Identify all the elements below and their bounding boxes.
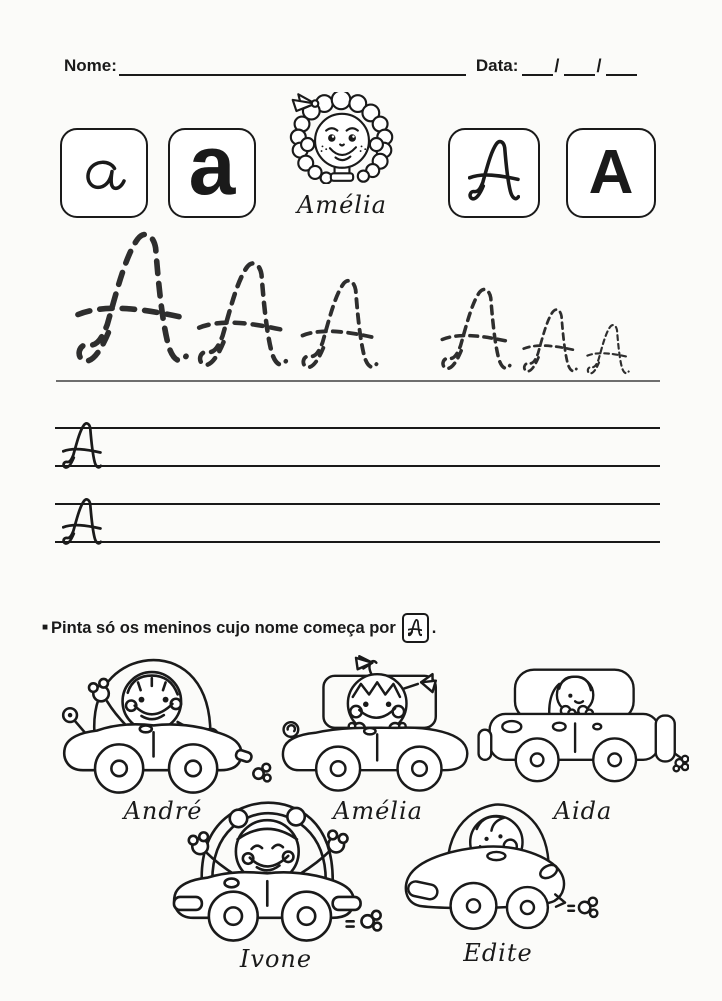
tracing-letters <box>0 221 722 382</box>
tracing-letter[interactable] <box>440 286 512 381</box>
line-prompt-letter <box>62 421 102 475</box>
mascot-caption: Amélia <box>297 191 387 219</box>
tracing-letter[interactable] <box>586 323 630 381</box>
date-field <box>476 54 638 76</box>
car-name-label: André <box>123 797 203 825</box>
tracing-letter[interactable] <box>522 307 578 381</box>
tracing-letter[interactable] <box>300 277 379 381</box>
car-item-ivone <box>160 794 392 973</box>
letter-box-cursive-a <box>60 128 148 218</box>
cursive-lowercase-a-glyph <box>78 148 130 198</box>
car-name-label: Ivone <box>239 945 313 973</box>
line-prompt-letter <box>62 497 102 551</box>
letter-box-print-a <box>168 118 256 218</box>
date-day-line[interactable] <box>522 54 553 76</box>
girl-portrait-illustration <box>289 92 395 184</box>
tracing-letter[interactable] <box>196 259 289 381</box>
instruction-text: Pinta só os meninos cujo nome começa por <box>51 618 396 637</box>
tracing-letter[interactable] <box>74 229 190 381</box>
letter-box-print-A <box>566 128 656 218</box>
handwriting-line[interactable] <box>55 541 660 543</box>
car-name-label: Aida <box>553 797 613 825</box>
cursive-uppercase-a-glyph <box>408 619 422 638</box>
handwriting-line[interactable] <box>55 503 660 505</box>
car-name-label: Amélia <box>333 797 423 825</box>
instruction <box>42 613 436 643</box>
instruction-letter-box <box>402 613 429 643</box>
date-slash: / <box>596 56 602 76</box>
girl-in-car-drawing[interactable] <box>477 654 689 796</box>
date-month-line[interactable] <box>564 54 595 76</box>
handwriting-line[interactable] <box>55 465 660 467</box>
car-name-label: Edite <box>463 939 533 967</box>
letter-box-cursive-A <box>448 128 540 218</box>
print-lowercase-a: a <box>188 118 236 212</box>
name-label: Nome: <box>64 56 117 75</box>
name-input-line[interactable] <box>119 54 466 76</box>
instruction-suffix: . <box>431 618 437 637</box>
date-year-line[interactable] <box>606 54 637 76</box>
cursive-uppercase-a-glyph <box>468 139 520 208</box>
header <box>64 54 664 76</box>
mascot <box>278 92 406 219</box>
handwriting-line[interactable] <box>55 427 660 429</box>
square-bullet-icon: ■ <box>42 621 49 633</box>
girl-in-car-drawing[interactable] <box>273 650 483 796</box>
date-slash: / <box>554 56 560 76</box>
girl-in-car-drawing[interactable] <box>161 794 391 944</box>
girl-in-car-drawing[interactable] <box>395 792 601 938</box>
collar <box>331 173 353 180</box>
print-uppercase-a: A <box>588 138 634 207</box>
date-label: Data: <box>475 56 519 75</box>
car-item-edite <box>394 792 602 967</box>
boy-in-car-drawing[interactable] <box>51 648 275 796</box>
